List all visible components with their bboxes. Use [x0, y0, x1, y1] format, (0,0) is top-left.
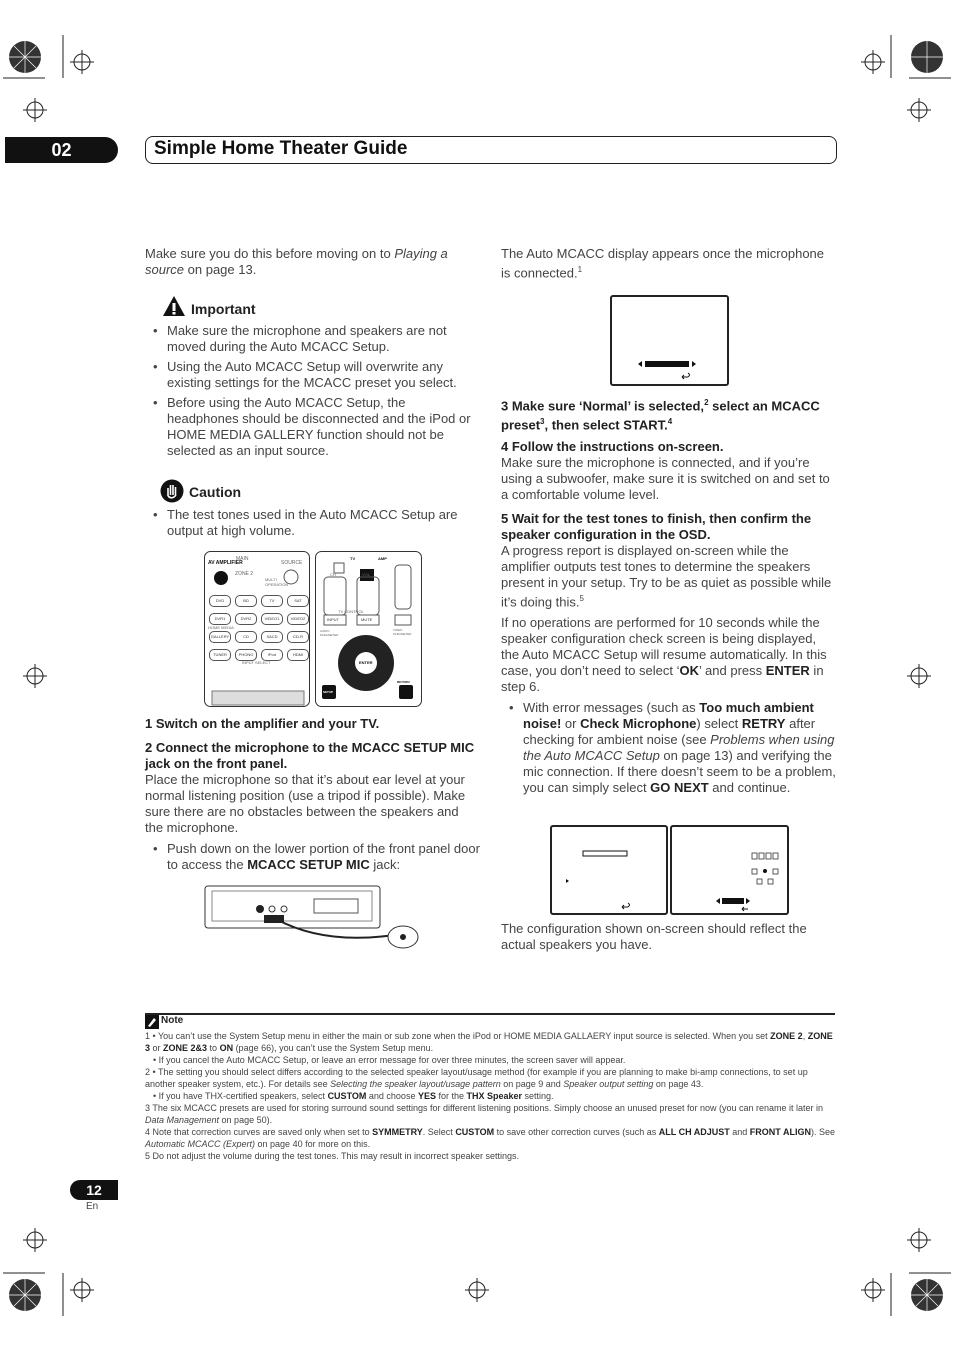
language-code: En: [86, 1201, 99, 1212]
remote-return[interactable]: RETURN: [397, 680, 410, 684]
note-2b: • If you have THX-certified speakers, select CUSTOM and choose YES for the THX Speaker setting.: [153, 1091, 554, 1101]
remote-button[interactable]: DVR1: [209, 613, 231, 625]
remote-home-media: HOME MEDIA: [208, 625, 234, 630]
list-item: • Make sure the microphone and speakers are not moved during the Auto MCACC Setup.: [145, 323, 480, 355]
osd-screen-speaker-config: [670, 825, 789, 915]
step-5-body: A progress report is displayed on-screen while the amplifier outputs test tones to determine the speakers present in your setup. Try to be as quiet as possible while it’s doing this.$^5$: [501, 543, 832, 610]
remote-audio-parameter: AUDIO PARAMETER: [320, 629, 339, 637]
remote-zone2: ZONE 2: [235, 571, 254, 577]
page-number: 12: [70, 1180, 118, 1200]
no-ops-paragraph: If no operations are performed for 10 seconds while the speaker configuration check screen is being displayed, the Auto MCACC Setup will resume automatically. In this case, you don’t need to select ‘OK’ and press ENTER in step 6.: [501, 615, 827, 694]
remote-button[interactable]: SAT: [287, 595, 309, 607]
remote-ch: CH: [330, 572, 336, 577]
remote-button[interactable]: DVR2: [235, 613, 257, 625]
remote-multi-operation: MULTI OPERATION: [265, 577, 289, 587]
remote-row-1: [209, 595, 309, 607]
remote-button[interactable]: DVD: [209, 595, 231, 607]
list-item: • Using the Auto MCACC Setup will overwrite any existing settings for the MCACC preset you select.: [145, 359, 480, 391]
note-pencil-icon: [145, 1015, 159, 1029]
intro-link[interactable]: Playing a source: [145, 246, 448, 277]
remote-button[interactable]: iPod: [261, 649, 283, 661]
remote-vol: VOL: [362, 572, 371, 577]
config-paragraph: The configuration shown on-screen should reflect the actual speakers you have.: [501, 921, 807, 952]
note-2: 2 • The setting you should select differs according to the selected speaker layout/usage method (for example if you are planning to make bi-amp connections, to set up another speaker system, etc.). For details see Selecting the speaker layout/usage pattern on page 9 and Speaker output setting on page 43.: [145, 1067, 808, 1089]
display-paragraph: The Auto MCACC display appears once the microphone is connected.$^1$: [501, 246, 825, 281]
remote-input-select: INPUT SELECT: [242, 660, 271, 665]
remote-control-illustration: [204, 551, 422, 707]
osd-screen-progress: [550, 825, 668, 915]
step-1: 1 Switch on the amplifier and your TV.: [145, 716, 380, 731]
remote-amp: AMP: [378, 556, 387, 561]
list-item: • Push down on the lower portion of the front panel door to access the MCACC SETUP MIC jack:: [145, 841, 480, 873]
front-panel-illustration: [204, 885, 422, 955]
list-item: • With error messages (such as Too much ambient noise! or Check Microphone) select RETRY after checking for ambient noise (see Problems when using the Auto MCACC Setup on page 13) and verifying the mic connection. If there doesn’t seem to be a problem, you can simply select GO NEXT and continue.: [501, 700, 836, 796]
remote-button[interactable]: CD: [235, 631, 257, 643]
remote-enter[interactable]: ENTER: [359, 660, 373, 665]
remote-button[interactable]: VIDEO1: [261, 613, 283, 625]
error-bullets: [501, 700, 836, 800]
note-5: 5 Do not adjust the volume during the test tones. This may result in incorrect speaker settings.: [145, 1151, 520, 1161]
list-item: • Before using the Auto MCACC Setup, the headphones should be disconnected and the iPod or HOME MEDIA GALLERY function should not be selected as an input source.: [145, 395, 480, 459]
remote-av-amplifier: AV AMPLIFIER: [208, 560, 243, 566]
remote-setup[interactable]: SETUP: [323, 690, 334, 694]
step-4-body: Make sure the microphone is connected, and if you’re using a subwoofer, make sure it is switched on and set to a comfortable volume level.: [501, 455, 830, 502]
remote-row-2: [209, 613, 309, 625]
notes-heading: Note: [161, 1015, 184, 1026]
remote-tv: TV: [350, 556, 356, 561]
note-3: 3 The six MCACC presets are used for storing surround sound settings for different listening positions. Simply choose an unused preset for now (you can rename it later in Data Management on page 50).: [145, 1103, 824, 1125]
remote-video-parameter: VIDEO PARAMETER: [393, 628, 412, 636]
remote-main: MAIN: [236, 556, 249, 562]
remote-button[interactable]: GALLERY: [209, 631, 231, 643]
step-2-bullets: [145, 841, 480, 877]
osd-screen-auto-mcacc: [610, 295, 729, 386]
remote-row-3: [209, 631, 309, 643]
remote-button[interactable]: BD: [235, 595, 257, 607]
note-4: 4 Note that correction curves are saved only when set to SYMMETRY. Select CUSTOM to save other correction curves (such as ALL CH ADJUST and FRONT ALIGN). See Automatic MCACC (Expert) on page 40 for more on this.: [145, 1127, 835, 1149]
important-heading: Important: [191, 301, 256, 317]
note-1: 1 • You can’t use the System Setup menu in either the main or sub zone when the iPod or HOME MEDIA GALLAERY input source is selected. When you set ZONE 2, ZONE 3 or ZONE 2&3 to ON (page 66), you can’t use the System Setup menu.: [145, 1031, 833, 1053]
remote-source: SOURCE: [281, 560, 303, 566]
step-4: 4 Follow the instructions on-screen.: [501, 439, 724, 454]
caution-list: [145, 507, 480, 543]
remote-button[interactable]: TV: [261, 595, 283, 607]
step-5: 5 Wait for the test tones to finish, then confirm the speaker configuration in the OSD.: [501, 511, 812, 542]
chapter-number: 02: [5, 137, 118, 163]
notes-rule: [145, 1013, 835, 1015]
note-1b: • If you cancel the Auto MCACC Setup, or leave an error message for over three minutes, the screen saver will appear.: [153, 1055, 626, 1065]
page-title: Simple Home Theater Guide: [154, 138, 408, 159]
remote-button[interactable]: TUNER: [209, 649, 231, 661]
remote-button[interactable]: CD-R: [287, 631, 309, 643]
remote-button[interactable]: SACD: [261, 631, 283, 643]
caution-heading: Caution: [189, 484, 242, 500]
remote-mute: MUTE: [361, 617, 373, 622]
remote-tv-control: TV CONTROL: [338, 609, 364, 614]
important-list: [145, 323, 480, 463]
step-2: 2 Connect the microphone to the MCACC SETUP MIC jack on the front panel.: [145, 740, 475, 771]
remote-input: INPUT: [327, 617, 339, 622]
step-3: 3 Make sure ‘Normal’ is selected,$^2$ select an MCACC preset$^3$, then select START.$^4$: [501, 398, 820, 433]
caution-hand-icon: [160, 479, 184, 503]
list-item: • The test tones used in the Auto MCACC Setup are output at high volume.: [145, 507, 480, 539]
remote-button[interactable]: VIDEO2: [287, 613, 309, 625]
page-title-box: [145, 136, 837, 164]
step-2-body: Place the microphone so that it’s about ear level at your normal listening position (use a tripod if possible). Make sure there are no obstacles between the speakers and the microphone.: [145, 772, 466, 835]
remote-button[interactable]: HDMI: [287, 649, 309, 661]
remote-button[interactable]: PHONO: [235, 649, 257, 661]
notes-body: [145, 1030, 835, 1162]
warning-icon: [162, 295, 186, 317]
intro-paragraph: Make sure you do this before moving on to Playing a source on page 13.: [145, 246, 448, 277]
